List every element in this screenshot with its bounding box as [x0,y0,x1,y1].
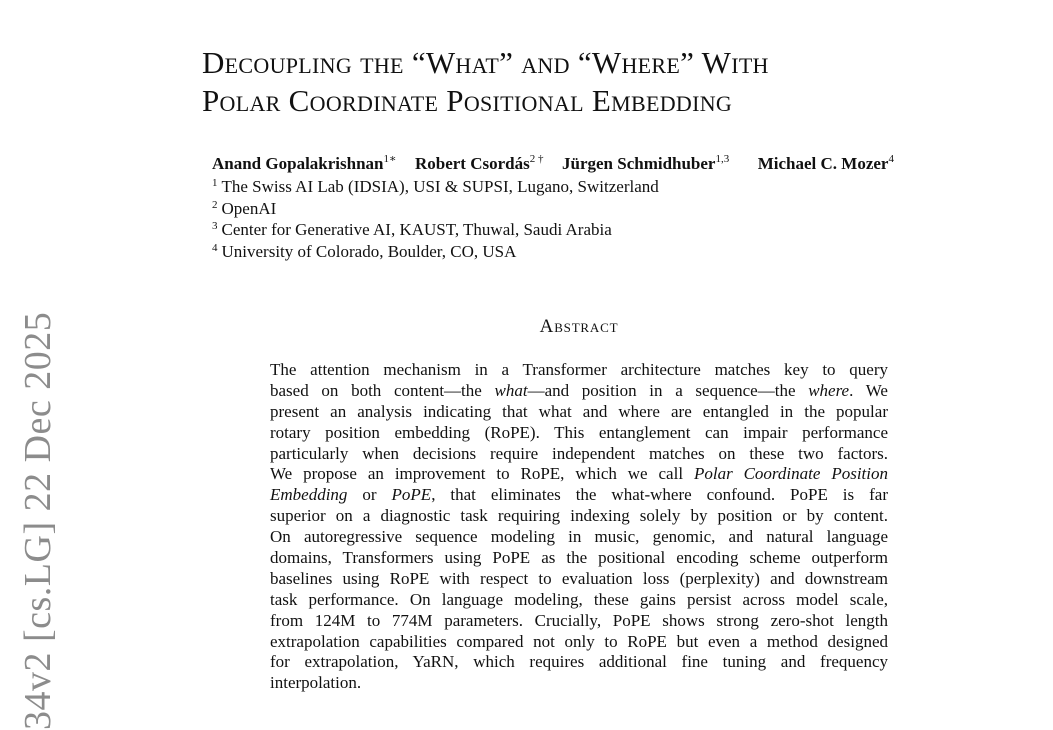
author-affil-mark: 4 [888,153,894,165]
affiliation-item [212,241,659,263]
affiliation-item [212,198,659,220]
abstract-text: We propose an improvement to RoPE, which we call [270,464,694,484]
abstract-text: . We [849,380,888,400]
abstract-text: or [347,485,392,505]
affiliation-item [212,219,659,241]
abstract-line [270,548,888,569]
abstract-emphasis: Embedding [270,485,348,505]
affiliation-mark: 1 [212,177,218,189]
author-affil-mark: 1∗ [383,153,397,165]
abstract-line [270,527,888,548]
author-name: Anand Gopalakrishnan [212,154,384,173]
author-affil-mark: 1,3 [715,153,730,165]
arxiv-side-stamp [6,0,66,730]
abstract-line [270,464,888,485]
abstract-line [270,632,888,653]
affiliation-mark: 4 [212,241,218,254]
abstract-emphasis: where [808,380,850,400]
abstract-body [270,360,888,694]
abstract-line [270,652,888,673]
abstract-line [270,506,888,527]
author-name: Jürgen Schmidhuber [561,154,716,173]
abstract-line [270,485,888,506]
abstract-text: The attention mechanism in a Transformer architecture matches key to query [270,360,888,379]
abstract-line [270,673,888,694]
abstract-text: for extrapolation, YaRN, which requires additional fine tuning and frequency [270,652,888,672]
paper-title [202,44,1022,120]
affiliation-item [212,176,659,198]
abstract-line [270,611,888,632]
abstract-text: —and position in a sequence—the [527,380,809,400]
abstract-line [270,590,888,611]
arxiv-stamp-text: 34v2 [cs.LG] 22 Dec 2025 [17,311,59,730]
author-affil-mark: 2 † [529,153,544,165]
abstract-emphasis: PoPE [391,485,432,505]
abstract-heading: Abstract [539,316,619,337]
abstract-line [270,423,888,444]
title-line-1: Decoupling the “What” and “Where” With [202,45,769,80]
abstract-line [270,444,888,465]
affiliation-text: OpenAI [221,198,277,218]
abstract-text: task performance. On language modeling, these gains persist across model scale, [270,589,888,609]
affiliation-mark: 3 [212,220,218,232]
abstract-text: , that eliminates the what-where confound. PoPE is far [431,485,888,505]
affiliation-text: Center for Generative AI, KAUST, Thuwal, Saudi Arabia [221,220,612,239]
affiliation-text: The Swiss AI Lab (IDSIA), USI & SUPSI, Lugano, Switzerland [221,177,659,196]
abstract-text: baselines using RoPE with respect to evaluation loss (perplexity) and downstream [270,568,888,588]
affiliation-text: University of Colorado, Boulder, CO, USA [221,241,517,261]
abstract-text: On autoregressive sequence modeling in music, genomic, and natural language [270,527,888,547]
abstract-text: present an analysis indicating that what and where are entangled in the popular [270,401,888,421]
author-name: Michael C. Mozer [757,154,889,173]
abstract-text: from 124M to 774M parameters. Crucially, PoPE shows strong zero-shot length [270,610,888,630]
abstract-text: extrapolation capabilities compared not only to RoPE but even a method designed [270,631,888,651]
abstract-line [270,569,888,590]
abstract-line [270,381,888,402]
abstract-text: interpolation. [270,673,362,693]
abstract-emphasis: what [494,380,528,400]
abstract-text: domains, Transformers using PoPE as the positional encoding scheme outperform [270,548,888,568]
abstract-emphasis: Polar Coordinate Position [693,464,888,484]
affiliation-list [212,176,659,262]
abstract-line [270,360,888,381]
abstract-text: rotary position embedding (RoPE). This entanglement can impair performance [270,422,888,442]
abstract-text: based on both content—the [270,380,495,400]
title-line-2: Polar Coordinate Positional Embedding [202,83,733,118]
author-list [212,154,894,174]
abstract-line [270,402,888,423]
affiliation-mark: 2 [212,198,218,211]
abstract-text: superior on a diagnostic task requiring indexing solely by position or by content. [270,506,888,526]
abstract-text: particularly when decisions require independent matches on these two factors. [270,443,888,463]
author-name: Robert Csordás [414,154,530,173]
